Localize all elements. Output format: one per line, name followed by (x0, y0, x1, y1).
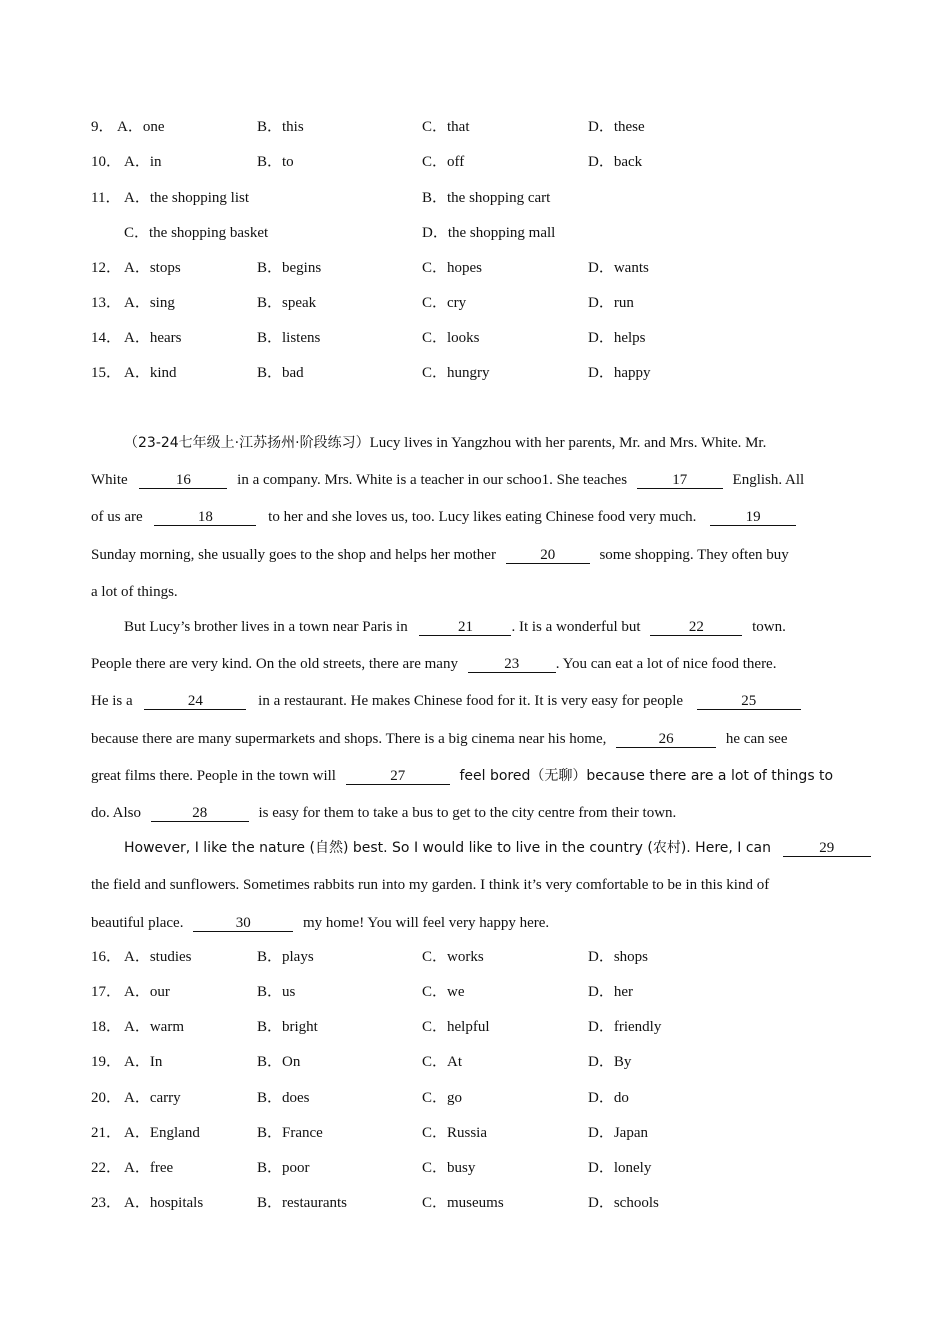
option-d: D．back (588, 154, 643, 170)
option-a: A．in (124, 154, 162, 170)
question-number: 22． (91, 1160, 122, 1176)
question-row-10 (91, 155, 891, 175)
option-c: C．busy (422, 1160, 476, 1176)
question-number: 21． (91, 1125, 122, 1141)
blank-17: 17 (637, 473, 723, 489)
option-b: B．bad (257, 365, 304, 381)
option-d: D．schools (588, 1195, 659, 1211)
option-c: C．off (422, 154, 465, 170)
question-number: 13． (91, 295, 122, 311)
option-a: A．one (117, 119, 165, 135)
passage-line: great films there. People in the town will 27 feel bored（无聊）because there are a lot of things to (91, 768, 834, 784)
option-c: C．looks (422, 330, 480, 346)
question-row-17 (91, 985, 891, 1005)
option-b: B．does (257, 1090, 310, 1106)
passage-line: Sunday morning, she usually goes to the shop and helps her mother 20 some shopping. They often buy (91, 547, 789, 563)
question-row-16 (91, 950, 891, 970)
blank-18: 18 (154, 510, 256, 526)
option-b: B．us (257, 984, 296, 1000)
option-d: D．By (588, 1054, 632, 1070)
option-b: B．this (257, 119, 304, 135)
option-a: A．In (124, 1054, 163, 1070)
option-b: B．France (257, 1125, 323, 1141)
question-row-11 (91, 191, 891, 211)
passage-line: People there are very kind. On the old streets, there are many 23 . You can eat a lot of nice food there. (91, 656, 777, 672)
question-number: 14． (91, 330, 122, 346)
blank-22: 22 (650, 620, 742, 636)
question-row-12 (91, 261, 891, 281)
blank-16: 16 (139, 473, 227, 489)
question-row-18 (91, 1020, 891, 1040)
option-d: D．friendly (588, 1019, 662, 1035)
blank-26: 26 (616, 732, 716, 748)
question-row-14 (91, 331, 891, 351)
option-d: D．her (588, 984, 633, 1000)
question-number: 17． (91, 984, 122, 1000)
option-a: A．hospitals (124, 1195, 204, 1211)
option-c: C．helpful (422, 1019, 490, 1035)
option-a: A．hears (124, 330, 182, 346)
question-number: 16． (91, 949, 122, 965)
option-c: C．that (422, 119, 470, 135)
option-b: B．poor (257, 1160, 310, 1176)
option-c: C．hopes (422, 260, 483, 276)
option-a: A．warm (124, 1019, 184, 1035)
option-c: C．works (422, 949, 484, 965)
passage-line: do. Also 28 is easy for them to take a bus to get to the city centre from their town. (91, 805, 677, 821)
blank-30: 30 (193, 916, 293, 932)
blank-28: 28 (151, 806, 249, 822)
blank-21: 21 (419, 620, 511, 636)
question-row-20 (91, 1091, 891, 1111)
question-number: 10． (91, 154, 122, 170)
option-a: A．sing (124, 295, 175, 311)
blank-23: 23 (468, 657, 556, 673)
option-c: C．go (422, 1090, 463, 1106)
option-a: A．free (124, 1160, 174, 1176)
option-d: D．shops (588, 949, 649, 965)
option-c: C．we (422, 984, 465, 1000)
passage-line: a lot of things. (91, 584, 178, 600)
option-b: B．the shopping cart (422, 190, 551, 206)
option-c: C．At (422, 1054, 463, 1070)
option-d: D．lonely (588, 1160, 652, 1176)
question-row-11-cont (91, 226, 891, 246)
option-b: B．speak (257, 295, 317, 311)
blank-25: 25 (697, 694, 801, 710)
option-b: B．to (257, 154, 294, 170)
option-d: D．do (588, 1090, 629, 1106)
question-number: 12． (91, 260, 122, 276)
question-number: 9． (91, 119, 114, 135)
question-number: 15． (91, 365, 122, 381)
passage-line: the field and sunflowers. Sometimes rabbits run into my garden. I think it’s very comfortable to be in this kind of (91, 877, 770, 893)
option-b: B．bright (257, 1019, 318, 1035)
passage-line: （23-24七年级上·江苏扬州·阶段练习）Lucy lives in Yangzhou with her parents, Mr. and Mrs. White. Mr. (124, 435, 767, 451)
passage-line: He is a 24 in a restaurant. He makes Chinese food for it. It is very easy for people 25 (91, 694, 897, 714)
question-number: 18． (91, 1019, 122, 1035)
option-b: B．listens (257, 330, 321, 346)
blank-20: 20 (506, 548, 590, 564)
option-a: A．kind (124, 365, 177, 381)
option-c: C．cry (422, 295, 467, 311)
option-d: D．helps (588, 330, 646, 346)
option-c: C．hungry (422, 365, 490, 381)
option-b: B．On (257, 1054, 301, 1070)
blank-19: 19 (710, 510, 796, 526)
question-row-21 (91, 1126, 891, 1146)
option-b: B．begins (257, 260, 322, 276)
question-number: 11． (91, 190, 121, 206)
option-c: C．the shopping basket (124, 225, 269, 241)
option-d: D．happy (588, 365, 651, 381)
option-b: B．restaurants (257, 1195, 347, 1211)
question-row-19 (91, 1055, 891, 1075)
option-b: B．plays (257, 949, 314, 965)
option-a: A．England (124, 1125, 200, 1141)
option-a: A．carry (124, 1090, 181, 1106)
passage-line: White 16 in a company. Mrs. White is a teacher in our schoo1. She teaches 17 English. All (91, 472, 805, 488)
option-a: A．stops (124, 260, 181, 276)
option-c: C．Russia (422, 1125, 488, 1141)
passage-line: But Lucy’s brother lives in a town near Paris in 21 . It is a wonderful but 22 town. (124, 619, 786, 635)
question-number: 23． (91, 1195, 122, 1211)
question-row-13 (91, 296, 891, 316)
blank-24: 24 (144, 694, 246, 710)
question-row-23 (91, 1196, 891, 1216)
option-d: D．Japan (588, 1125, 648, 1141)
option-d: D．the shopping mall (422, 225, 556, 241)
passage-line: of us are 18 to her and she loves us, too. Lucy likes eating Chinese food very much. 19 (91, 510, 891, 530)
passage-line: beautiful place. 30 my home! You will feel very happy here. (91, 915, 550, 931)
question-number: 20． (91, 1090, 122, 1106)
question-row-15 (91, 366, 891, 386)
option-a: A．the shopping list (124, 190, 250, 206)
option-a: A．our (124, 984, 170, 1000)
question-row-9 (91, 120, 891, 140)
passage-source: （23-24七年级上·江苏扬州·阶段练习） (124, 435, 370, 451)
passage-line: because there are many supermarkets and shops. There is a big cinema near his home, 26 he can see (91, 731, 788, 747)
option-c: C．museums (422, 1195, 504, 1211)
blank-29: 29 (783, 841, 871, 857)
question-row-22 (91, 1161, 891, 1181)
option-a: A．studies (124, 949, 192, 965)
blank-27: 27 (346, 769, 450, 785)
option-d: D．wants (588, 260, 649, 276)
option-d: D．run (588, 295, 634, 311)
question-number: 19． (91, 1054, 122, 1070)
passage-line: However, I like the nature (自然) best. So I would like to live in the country (农村). Here, I can 29 (124, 841, 886, 861)
option-d: D．these (588, 119, 645, 135)
